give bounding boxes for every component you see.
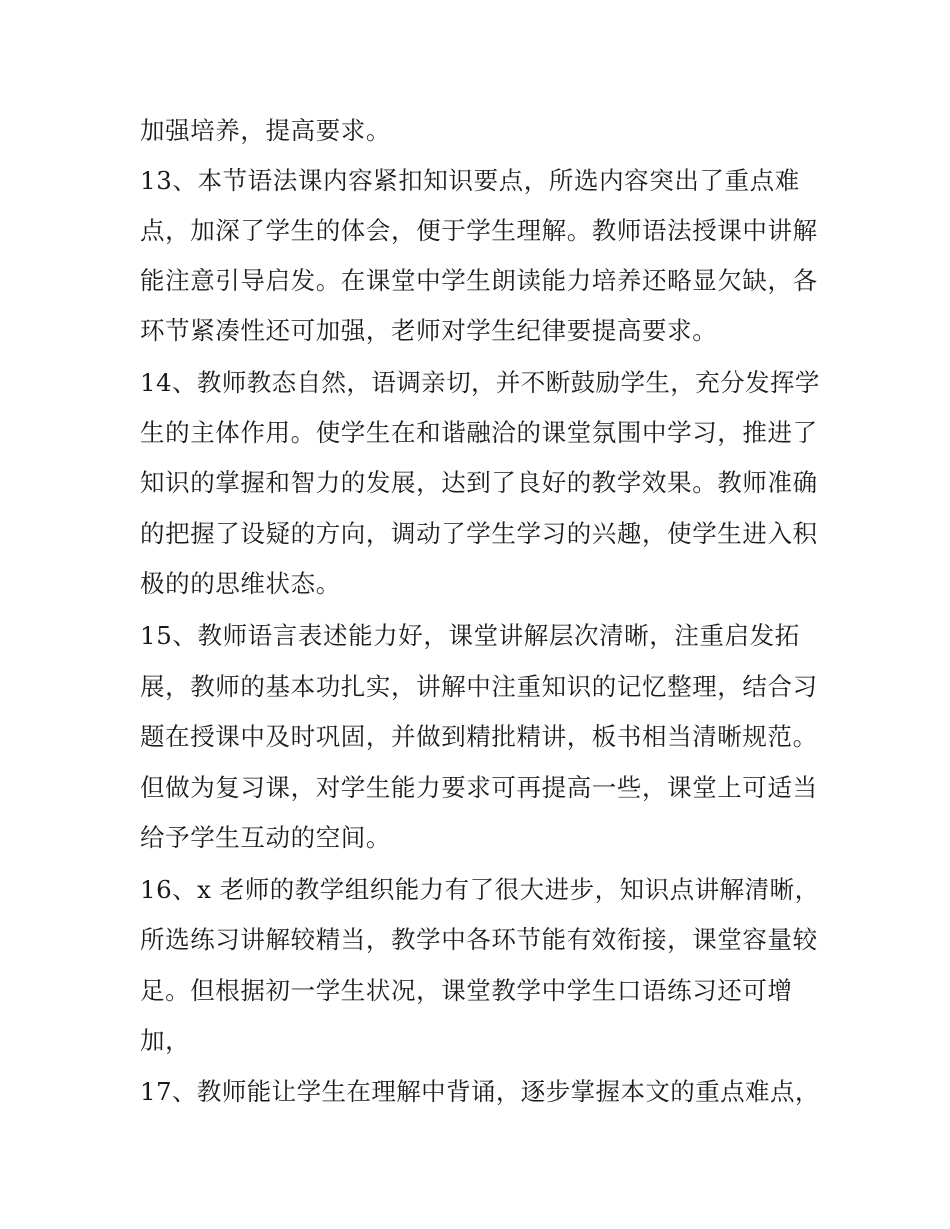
text-line: 加， <box>140 1026 191 1055</box>
text-line: 给予学生互动的空间。 <box>140 823 391 852</box>
text-line: 极的的思维状态。 <box>140 569 341 598</box>
text-line: 的把握了设疑的方向，调动了学生学习的兴趣，使学生进入积 <box>140 519 818 548</box>
text-line: 15、教师语言表述能力好，课堂讲解层次清晰，注重启发拓 <box>140 621 800 650</box>
text-line: 13、本节语法课内容紧扣知识要点，所选内容突出了重点难 <box>140 166 800 195</box>
text-line: 环节紧凑性还可加强，老师对学生纪律要提高要求。 <box>140 316 718 345</box>
text-line: 14、教师教态自然，语调亲切，并不断鼓励学生，充分发挥学 <box>140 368 820 397</box>
text-line: 生的主体作用。使学生在和谐融洽的课堂氛围中学习，推进了 <box>140 418 818 447</box>
text-line: 加强培养，提高要求。 <box>140 116 391 145</box>
text-line: 16、x 老师的教学组织能力有了很大进步，知识点讲解清晰， <box>140 875 820 904</box>
text-line: 但做为复习课，对学生能力要求可再提高一些，课堂上可适当 <box>140 773 818 802</box>
text-line: 点，加深了学生的体会，便于学生理解。教师语法授课中讲解 <box>140 216 818 245</box>
text-line: 知识的掌握和智力的发展，达到了良好的教学效果。教师准确 <box>140 468 818 497</box>
text-line: 题在授课中及时巩固，并做到精批精讲，板书相当清晰规范。 <box>140 722 818 751</box>
text-line: 展，教师的基本功扎实，讲解中注重知识的记忆整理，结合习 <box>140 672 818 701</box>
text-line: 所选练习讲解较精当，教学中各环节能有效衔接，课堂容量较 <box>140 925 818 954</box>
text-line: 足。但根据初一学生状况，课堂教学中学生口语练习还可增 <box>140 976 793 1005</box>
text-line: 17、教师能让学生在理解中背诵，逐步掌握本文的重点难点， <box>140 1077 820 1106</box>
text-line: 能注意引导启发。在课堂中学生朗读能力培养还略显欠缺，各 <box>140 266 818 295</box>
